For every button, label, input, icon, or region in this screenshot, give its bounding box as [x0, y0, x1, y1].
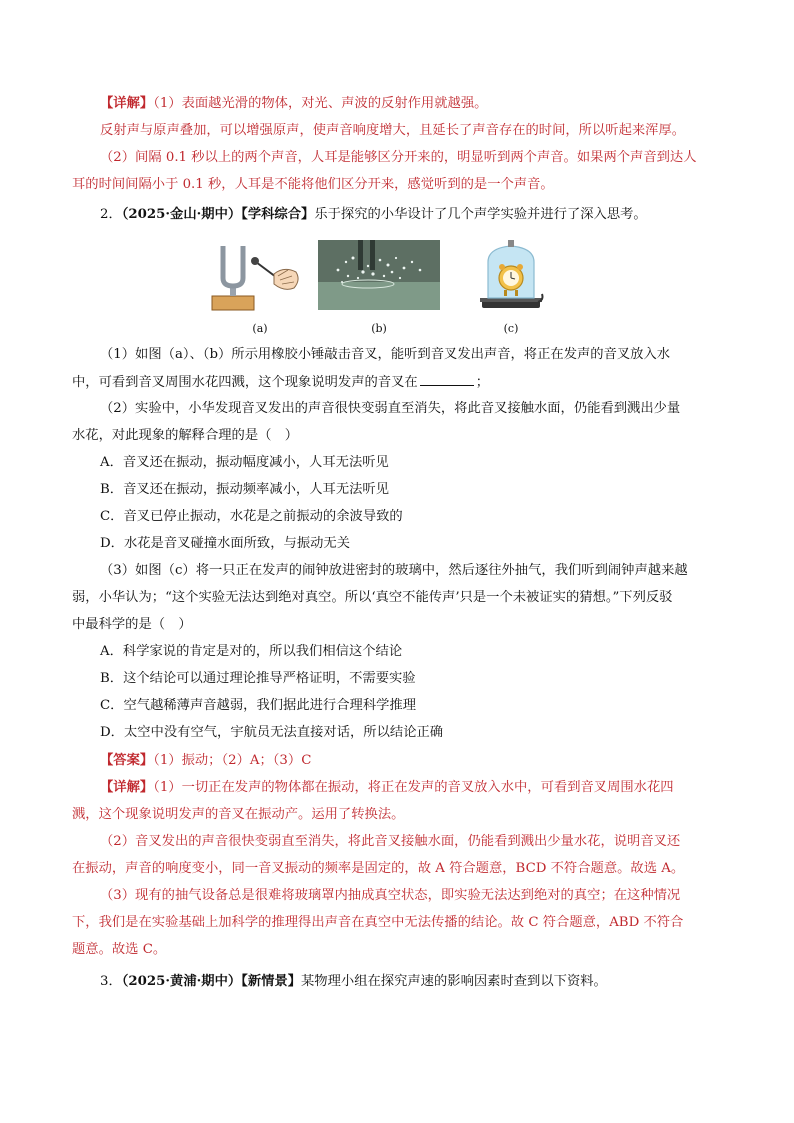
detail2-line-6: 下，我们是在实验基础上加科学的推理得出声音在真空中无法传播的结论。故 C 符合题意，ABD 不符合 — [72, 915, 684, 930]
question-source: （2025·黄浦·期中） — [121, 974, 242, 989]
subq1-line-2 — [72, 373, 732, 392]
subq1-text: 中，可看到音叉周围水花四溅，这个现象说明发声的音叉在 — [72, 375, 418, 390]
subq3-line-2: 弱，小华认为；“这个实验无法达到绝对真空。所以‘真空不能传声’只是一个未被证实的猜想。”下列反驳 — [72, 590, 673, 605]
figure-row — [0, 240, 794, 340]
subq3-option-d: D．太空中没有空气，宇航员无法直接对话，所以结论正确 — [100, 725, 444, 740]
water-splash-photo — [318, 240, 440, 310]
detail-line-3: （2）间隔 0.1 秒以上的两个声音，人耳是能够区分开来的，明显听到两个声音。如果两个声音到达人 — [100, 150, 697, 165]
question-source: （2025·金山·期中） — [121, 207, 242, 222]
question-tag: 【学科综合】 — [241, 207, 315, 222]
question-2-header — [100, 206, 760, 224]
tuning-fork-figure — [208, 240, 302, 312]
figure-caption-a: (a) — [252, 322, 268, 335]
subq2-option-d: D．水花是音叉碰撞水面所致，与振动无关 — [100, 536, 351, 551]
detail-line-2: 反射声与原声叠加，可以增强原声，使声音响度增大，且延长了声音存在的时间，所以听起来浑厚。 — [100, 123, 686, 138]
subq2-option-b: B．音叉还在振动，振动频率减小，人耳无法听见 — [100, 482, 390, 497]
detail2-text: （1）一切正在发声的物体都在振动，将正在发声的音叉放入水中，可看到音叉周围水花四 — [153, 780, 674, 795]
subq3-option-b: B．这个结论可以通过理论推导严格证明，不需要实验 — [100, 671, 416, 686]
question-number: 2． — [100, 207, 122, 222]
question-3-header — [100, 973, 760, 991]
detail2-line-7: 题意。故选 C。 — [72, 942, 167, 957]
subq2-option-a: A．音叉还在振动，振动幅度减小，人耳无法听见 — [100, 455, 389, 470]
subq3-option-c: C．空气越稀薄声音越弱，我们据此进行合理科学推理 — [100, 698, 417, 713]
answer-line — [100, 752, 760, 770]
detail-line-1 — [100, 95, 760, 113]
figure-caption-b: (b) — [371, 322, 387, 335]
answer-text: （1）振动；（2）A；（3）C — [153, 753, 312, 768]
detail2-line-4: 在振动，声音的响度变小，同一音叉振动的频率是固定的，故 A 符合题意，BCD 不符合题意。故选 A。 — [72, 861, 685, 876]
subq3-line-3: 中最科学的是（ ） — [72, 617, 192, 632]
question-number: 3． — [100, 974, 122, 989]
detail-line-4: 耳的时间间隔小于 0.1 秒，人耳是不能将他们区分开来，感觉听到的是一个声音。 — [72, 177, 554, 192]
subq2-line-1: （2）实验中，小华发现音叉发出的声音很快变弱直至消失，将此音叉接触水面，仍能看到溅出少量 — [100, 401, 681, 416]
detail-text: （1）表面越光滑的物体，对光、声波的反射作用就越强。 — [153, 96, 488, 111]
detail2-line-2: 溅，这个现象说明发声的音叉在振动产。运用了转换法。 — [72, 807, 405, 822]
answer-blank[interactable] — [420, 373, 474, 386]
figure-caption-c: (c) — [503, 322, 519, 335]
detail-tag: 【详解】 — [100, 96, 154, 111]
subq3-option-a: A．科学家说的肯定是对的，所以我们相信这个结论 — [100, 644, 403, 659]
subq2-option-c: C．音叉已停止振动，水花是之前振动的余波导致的 — [100, 509, 403, 524]
detail2-line-3: （2）音叉发出的声音很快变弱直至消失，将此音叉接触水面，仍能看到溅出少量水花，说明音叉还 — [100, 834, 681, 849]
bell-jar-figure — [478, 240, 544, 312]
question-stem: 乐于探究的小华设计了几个声学实验并进行了深入思考。 — [314, 207, 647, 222]
subq1-end: ； — [475, 375, 490, 390]
detail2-line-1 — [100, 779, 760, 797]
detail2-line-5: （3）现有的抽气设备总是很难将玻璃罩内抽成真空状态，即实验无法达到绝对的真空；在这种情况 — [100, 888, 681, 903]
subq3-line-1: （3）如图（c）将一只正在发声的闹钟放进密封的玻璃中，然后逐往外抽气，我们听到闹钟声越来越 — [100, 563, 688, 578]
subq2-line-2: 水花，对此现象的解释合理的是（ ） — [72, 428, 299, 443]
question-tag: 【新情景】 — [241, 974, 302, 989]
detail2-tag: 【详解】 — [100, 780, 154, 795]
question-stem: 某物理小组在探究声速的影响因素时查到以下资料。 — [301, 974, 607, 989]
answer-tag: 【答案】 — [100, 753, 154, 768]
subq1-line-1: （1）如图（a）、（b）所示用橡胶小锤敲击音叉，能听到音叉发出声音，将正在发声的音叉放入水 — [100, 347, 671, 362]
